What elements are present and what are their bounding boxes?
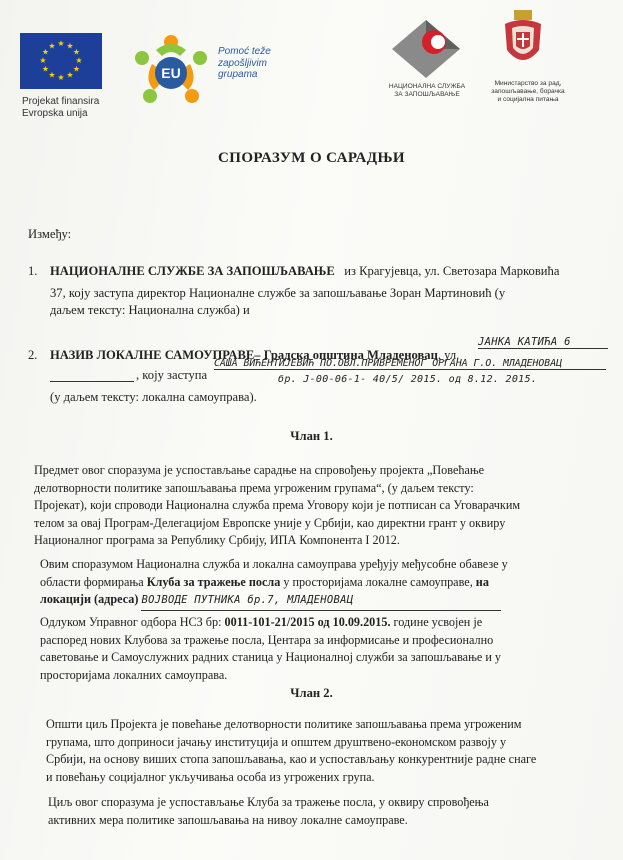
representative-handwritten: САША ВИЋЕНТИЈЕВИЋ ПО.ОВЛ.ПРИВРЕМЕНОГ ОРГАНА Г.О. МЛАДЕНОВАЦ: [214, 358, 606, 370]
document-title: СПОРАЗУМ О САРАДЊИ: [218, 150, 405, 166]
blank-line: [50, 381, 134, 382]
party1-line1: [50, 262, 610, 280]
svg-text:★: ★: [72, 64, 81, 74]
party2-line3: (у даљем тексту: локална самоуправа).: [50, 390, 257, 404]
article2-paragraph1: Општи циљ Пројекта је повећање делотворности политике запошљавања према угроженим групама, што доприноси јачању институција и општем друштвено-економском развоју у Србији, на основу виших стопа запошљавања, као и успостављању конкурентније радне снаге и повећању социјалног укључивања особа из угрожених група.: [46, 717, 537, 784]
party2-number: 2.: [28, 348, 38, 362]
eu-program-logo-icon: [128, 28, 214, 114]
svg-text:★: ★: [66, 41, 74, 51]
svg-text:★: ★: [39, 56, 47, 65]
party2-represented: , коју заступа: [136, 368, 208, 382]
svg-text:EU: EU: [161, 65, 181, 81]
party1-line2: 37, коју заступа директор Националне службе за запошљавање Зоран Мартиновић (у: [50, 286, 506, 300]
eu-program-tagline: Pomoć teže zapošljivim grupama: [218, 46, 271, 80]
between-label: Између:: [28, 227, 72, 241]
serbia-coat-of-arms-icon: [502, 10, 544, 74]
party1-number: 1.: [28, 264, 38, 278]
article1-heading: Члан 1.: [290, 429, 333, 443]
svg-text:★: ★: [41, 47, 50, 57]
svg-text:★: ★: [57, 73, 65, 82]
svg-text:★: ★: [75, 56, 83, 65]
svg-text:★: ★: [72, 47, 81, 57]
nsz-caption: НАЦИОНАЛНА СЛУЖБА ЗА ЗАПОШЉАВАЊЕ: [388, 83, 466, 98]
article2-heading: Члан 2.: [290, 686, 333, 700]
eu-flag-icon: [20, 33, 102, 89]
eu-project-caption: Projekat finansira Evropska unija: [22, 96, 100, 119]
article1-paragraph1: Предмет овог споразума је успостављање сарадње на спровођењу пројекта „Повећање делотворности политике запошљавања према угроженим групама“, (у даљем тексту: Пројекат), који спроводи Национална служба према Уговору који је потписан са Уговарачким телом за овај Програм-Делегацијом Европске уније у Србији, као директни грант у оквиру Националног програма за Републику Србију, ИПА Компонента I 2012.: [34, 463, 521, 547]
svg-text:★: ★: [57, 39, 65, 48]
location-handwritten: ВОЈВОДЕ ПУТНИКА бр.7, МЛАДЕНОВАЦ: [141, 592, 501, 611]
party2-name: НАЗИВ ЛОКАЛНЕ САМОУПРАВЕ– Градска општина Младеновац: [50, 348, 438, 362]
nsz-logo-icon: [386, 18, 466, 80]
article1-paragraph3: Одлуком Управног одбора НСЗ бр: 0011-101-21/2015 од 10.09.2015. године усвојен је распоред нових Клубова за тражење посла, Центара за информисање и професионално саветовање и Самоуслужних радних станица у Националној служби за запошљавање и у просторијама локалних самоуправа.: [40, 615, 502, 682]
article1-paragraph2: Овим споразумом Национална служба и локална самоуправа уређују међусобне обавезе у области формирања Клуба за тражење посла у просторијама локалне самоуправе, на локацији (адреса) ВОЈВОДЕ ПУТНИКА бр.7, МЛАДЕНОВАЦ: [40, 556, 600, 611]
party2-line1: НАЗИВ ЛОКАЛНЕ САМОУПРАВЕ– Градска општина Младеновац, ул.: [50, 348, 460, 362]
reference-handwritten: бр. Ј-00-06-1- 40/5/ 2015. од 8.12. 2015.: [278, 374, 538, 385]
svg-text:★: ★: [48, 41, 56, 51]
ministry-caption: Министарство за рад, запошљавање, борачка и социјална питања: [491, 80, 565, 103]
street-handwritten: ЈАНКА КАТИЋА 6: [478, 336, 608, 349]
party1-name: НАЦИОНАЛНЕ СЛУЖБЕ ЗА ЗАПОШЉАВАЊЕ: [50, 264, 335, 278]
svg-text:★: ★: [41, 64, 50, 74]
party1-address: из Крагујевца, ул. Светозара Марковића: [344, 264, 560, 278]
article2-paragraph2: Циљ овог споразума је успостављање Клуба за тражење посла, у оквиру спровођења активних мера политике запошљавања на нивоу локалне самоуправе.: [48, 795, 489, 827]
party1-line3: даљем тексту: Национална служба) и: [50, 303, 250, 317]
svg-text:★: ★: [66, 70, 74, 80]
svg-text:★: ★: [48, 70, 56, 80]
